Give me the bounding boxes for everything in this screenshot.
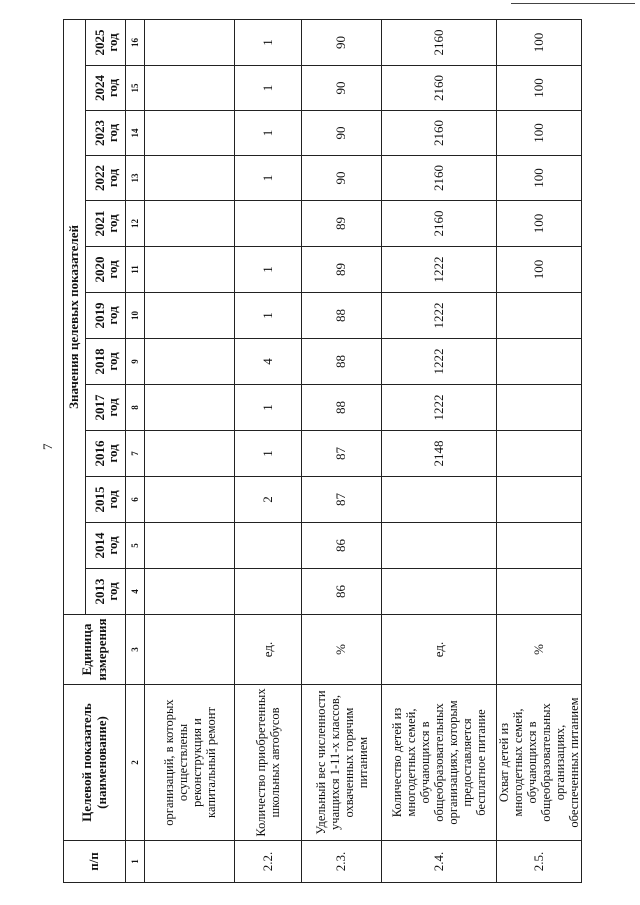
value-cell-2018	[497, 339, 582, 385]
value-cell-2019	[497, 293, 582, 339]
target-indicators-table	[63, 19, 582, 883]
table-row	[497, 19, 582, 882]
value-cell-2018: 88	[302, 339, 382, 385]
column-index: 5	[126, 523, 145, 569]
year-header-2024	[86, 66, 126, 111]
column-index: 12	[126, 201, 145, 247]
value-cell-2017	[145, 385, 235, 431]
value-cell-2025: 90	[302, 19, 382, 65]
value-cell-2024: 2160	[382, 66, 497, 111]
value-cell-2021	[235, 201, 302, 247]
year-unit-label: год	[104, 398, 120, 417]
year-unit-label: год	[104, 123, 120, 143]
column-index: 14	[126, 111, 145, 156]
value-cell-2023: 90	[302, 111, 382, 156]
rotated-table-wrapper	[63, 21, 581, 883]
unit-cell: ед.	[235, 615, 302, 685]
value-cell-2021: 89	[302, 201, 382, 247]
value-cell-2025: 2160	[382, 19, 497, 65]
year-header-2016	[86, 431, 126, 477]
year-value: 2016	[91, 440, 107, 467]
header-indicator: Целевой показатель (наименование)	[64, 685, 126, 841]
value-cell-2016: 87	[302, 431, 382, 477]
year-value: 2023	[91, 120, 107, 146]
year-value: 2020	[91, 256, 107, 283]
year-value: 2014	[91, 532, 107, 559]
value-cell-2022: 90	[302, 156, 382, 201]
year-value: 2017	[91, 394, 107, 421]
column-index: 13	[126, 156, 145, 201]
value-cell-2022: 100	[497, 156, 582, 201]
table-row	[302, 19, 382, 882]
value-cell-2015: 2	[235, 477, 302, 523]
value-cell-2019: 88	[302, 293, 382, 339]
column-index: 9	[126, 339, 145, 385]
value-cell-2016	[145, 431, 235, 477]
year-header-2022	[86, 156, 126, 201]
value-cell-2020: 1222	[382, 247, 497, 293]
value-cell-2023	[145, 111, 235, 156]
year-value: 2018	[91, 348, 107, 375]
year-header-2015	[86, 477, 126, 523]
value-cell-2014	[497, 523, 582, 569]
unit-cell: %	[302, 615, 382, 685]
value-cell-2013	[497, 569, 582, 615]
value-cell-2023: 1	[235, 111, 302, 156]
value-cell-2022: 2160	[382, 156, 497, 201]
year-unit-label: год	[104, 536, 120, 555]
table-row	[382, 19, 497, 882]
row-number: 2.2.	[235, 841, 302, 883]
year-header-2014	[86, 523, 126, 569]
value-cell-2019	[145, 293, 235, 339]
year-unit-label: год	[104, 490, 120, 509]
indicator-name: Охват детей из многодетных семей, обучающихся в общеобразовательных организациях, обеспеченных питанием	[497, 685, 582, 841]
value-cell-2025	[145, 19, 235, 65]
column-index: 10	[126, 293, 145, 339]
value-cell-2018: 4	[235, 339, 302, 385]
column-index: 3	[126, 615, 145, 685]
row-number	[145, 841, 235, 883]
header-unit: Единица измерения	[64, 615, 126, 685]
page-number: 7	[40, 443, 55, 450]
year-value: 2021	[91, 210, 107, 237]
year-value: 2022	[91, 165, 107, 191]
value-cell-2025: 1	[235, 19, 302, 65]
year-header-2013	[86, 569, 126, 615]
value-cell-2021: 2160	[382, 201, 497, 247]
header-row-index	[126, 19, 145, 882]
year-header-2017	[86, 385, 126, 431]
value-cell-2025: 100	[497, 19, 582, 65]
value-cell-2014	[235, 523, 302, 569]
value-cell-2013	[145, 569, 235, 615]
value-cell-2014	[145, 523, 235, 569]
year-value: 2015	[91, 486, 107, 513]
year-unit-label: год	[104, 260, 120, 279]
value-cell-2013: 86	[302, 569, 382, 615]
year-header-2019	[86, 293, 126, 339]
value-cell-2024	[145, 66, 235, 111]
year-unit-label: год	[104, 306, 120, 325]
row-number: 2.3.	[302, 841, 382, 883]
indicator-name: организаций, в которых осуществлены реконструкция и капитальный ремонт	[145, 685, 235, 841]
column-index: 2	[126, 685, 145, 841]
year-header-2021	[86, 201, 126, 247]
year-unit-label: год	[104, 352, 120, 371]
column-index: 7	[126, 431, 145, 477]
value-cell-2024: 1	[235, 66, 302, 111]
year-value: 2019	[91, 302, 107, 329]
year-value: 2025	[91, 29, 107, 56]
value-cell-2022: 1	[235, 156, 302, 201]
year-unit-label: год	[104, 78, 120, 98]
year-header-2018	[86, 339, 126, 385]
year-header-2025	[86, 19, 126, 65]
year-unit-label: год	[104, 33, 120, 52]
top-rule	[511, 3, 635, 4]
column-index: 4	[126, 569, 145, 615]
value-cell-2024: 90	[302, 66, 382, 111]
value-cell-2023: 100	[497, 111, 582, 156]
value-cell-2013	[382, 569, 497, 615]
year-header-2020	[86, 247, 126, 293]
header-values: Значения целевых показателей	[64, 19, 86, 614]
value-cell-2015: 87	[302, 477, 382, 523]
column-index: 16	[126, 19, 145, 65]
header-row-top	[64, 19, 86, 882]
unit-cell	[145, 615, 235, 685]
value-cell-2018	[145, 339, 235, 385]
value-cell-2019: 1	[235, 293, 302, 339]
year-unit-label: год	[104, 168, 120, 188]
value-cell-2020: 1	[235, 247, 302, 293]
value-cell-2017: 88	[302, 385, 382, 431]
row-number: 2.4.	[382, 841, 497, 883]
value-cell-2015	[497, 477, 582, 523]
value-cell-2015	[382, 477, 497, 523]
value-cell-2016: 1	[235, 431, 302, 477]
value-cell-2016	[497, 431, 582, 477]
indicator-name: Количество детей из многодетных семей, обучающихся в общеобразовательных организациях, которым предоставляется бесплатное питание	[382, 685, 497, 841]
table-row	[235, 19, 302, 882]
table-row	[145, 19, 235, 882]
column-index: 11	[126, 247, 145, 293]
unit-cell: ед.	[382, 615, 497, 685]
row-number: 2.5.	[497, 841, 582, 883]
value-cell-2017	[497, 385, 582, 431]
year-value: 2013	[91, 578, 107, 605]
column-index: 8	[126, 385, 145, 431]
column-index: 15	[126, 66, 145, 111]
value-cell-2013	[235, 569, 302, 615]
value-cell-2014: 86	[302, 523, 382, 569]
value-cell-2021	[145, 201, 235, 247]
header-num: п/п	[64, 841, 126, 883]
year-unit-label: год	[104, 444, 120, 463]
indicator-name: Количество приобретенных школьных автобусов	[235, 685, 302, 841]
value-cell-2020: 89	[302, 247, 382, 293]
value-cell-2018: 1222	[382, 339, 497, 385]
value-cell-2020: 100	[497, 247, 582, 293]
column-index: 1	[126, 841, 145, 883]
year-unit-label: год	[104, 582, 120, 601]
value-cell-2014	[382, 523, 497, 569]
value-cell-2019: 1222	[382, 293, 497, 339]
year-value: 2024	[91, 75, 107, 101]
value-cell-2024: 100	[497, 66, 582, 111]
year-header-2023	[86, 111, 126, 156]
value-cell-2022	[145, 156, 235, 201]
value-cell-2021: 100	[497, 201, 582, 247]
indicator-name: Удельный вес численности учащихся 1-11-х классов, охваченных горячим питанием	[302, 685, 382, 841]
year-unit-label: год	[104, 214, 120, 233]
value-cell-2017: 1222	[382, 385, 497, 431]
value-cell-2023: 2160	[382, 111, 497, 156]
value-cell-2020	[145, 247, 235, 293]
column-index: 6	[126, 477, 145, 523]
value-cell-2017: 1	[235, 385, 302, 431]
unit-cell: %	[497, 615, 582, 685]
value-cell-2016: 2148	[382, 431, 497, 477]
value-cell-2015	[145, 477, 235, 523]
